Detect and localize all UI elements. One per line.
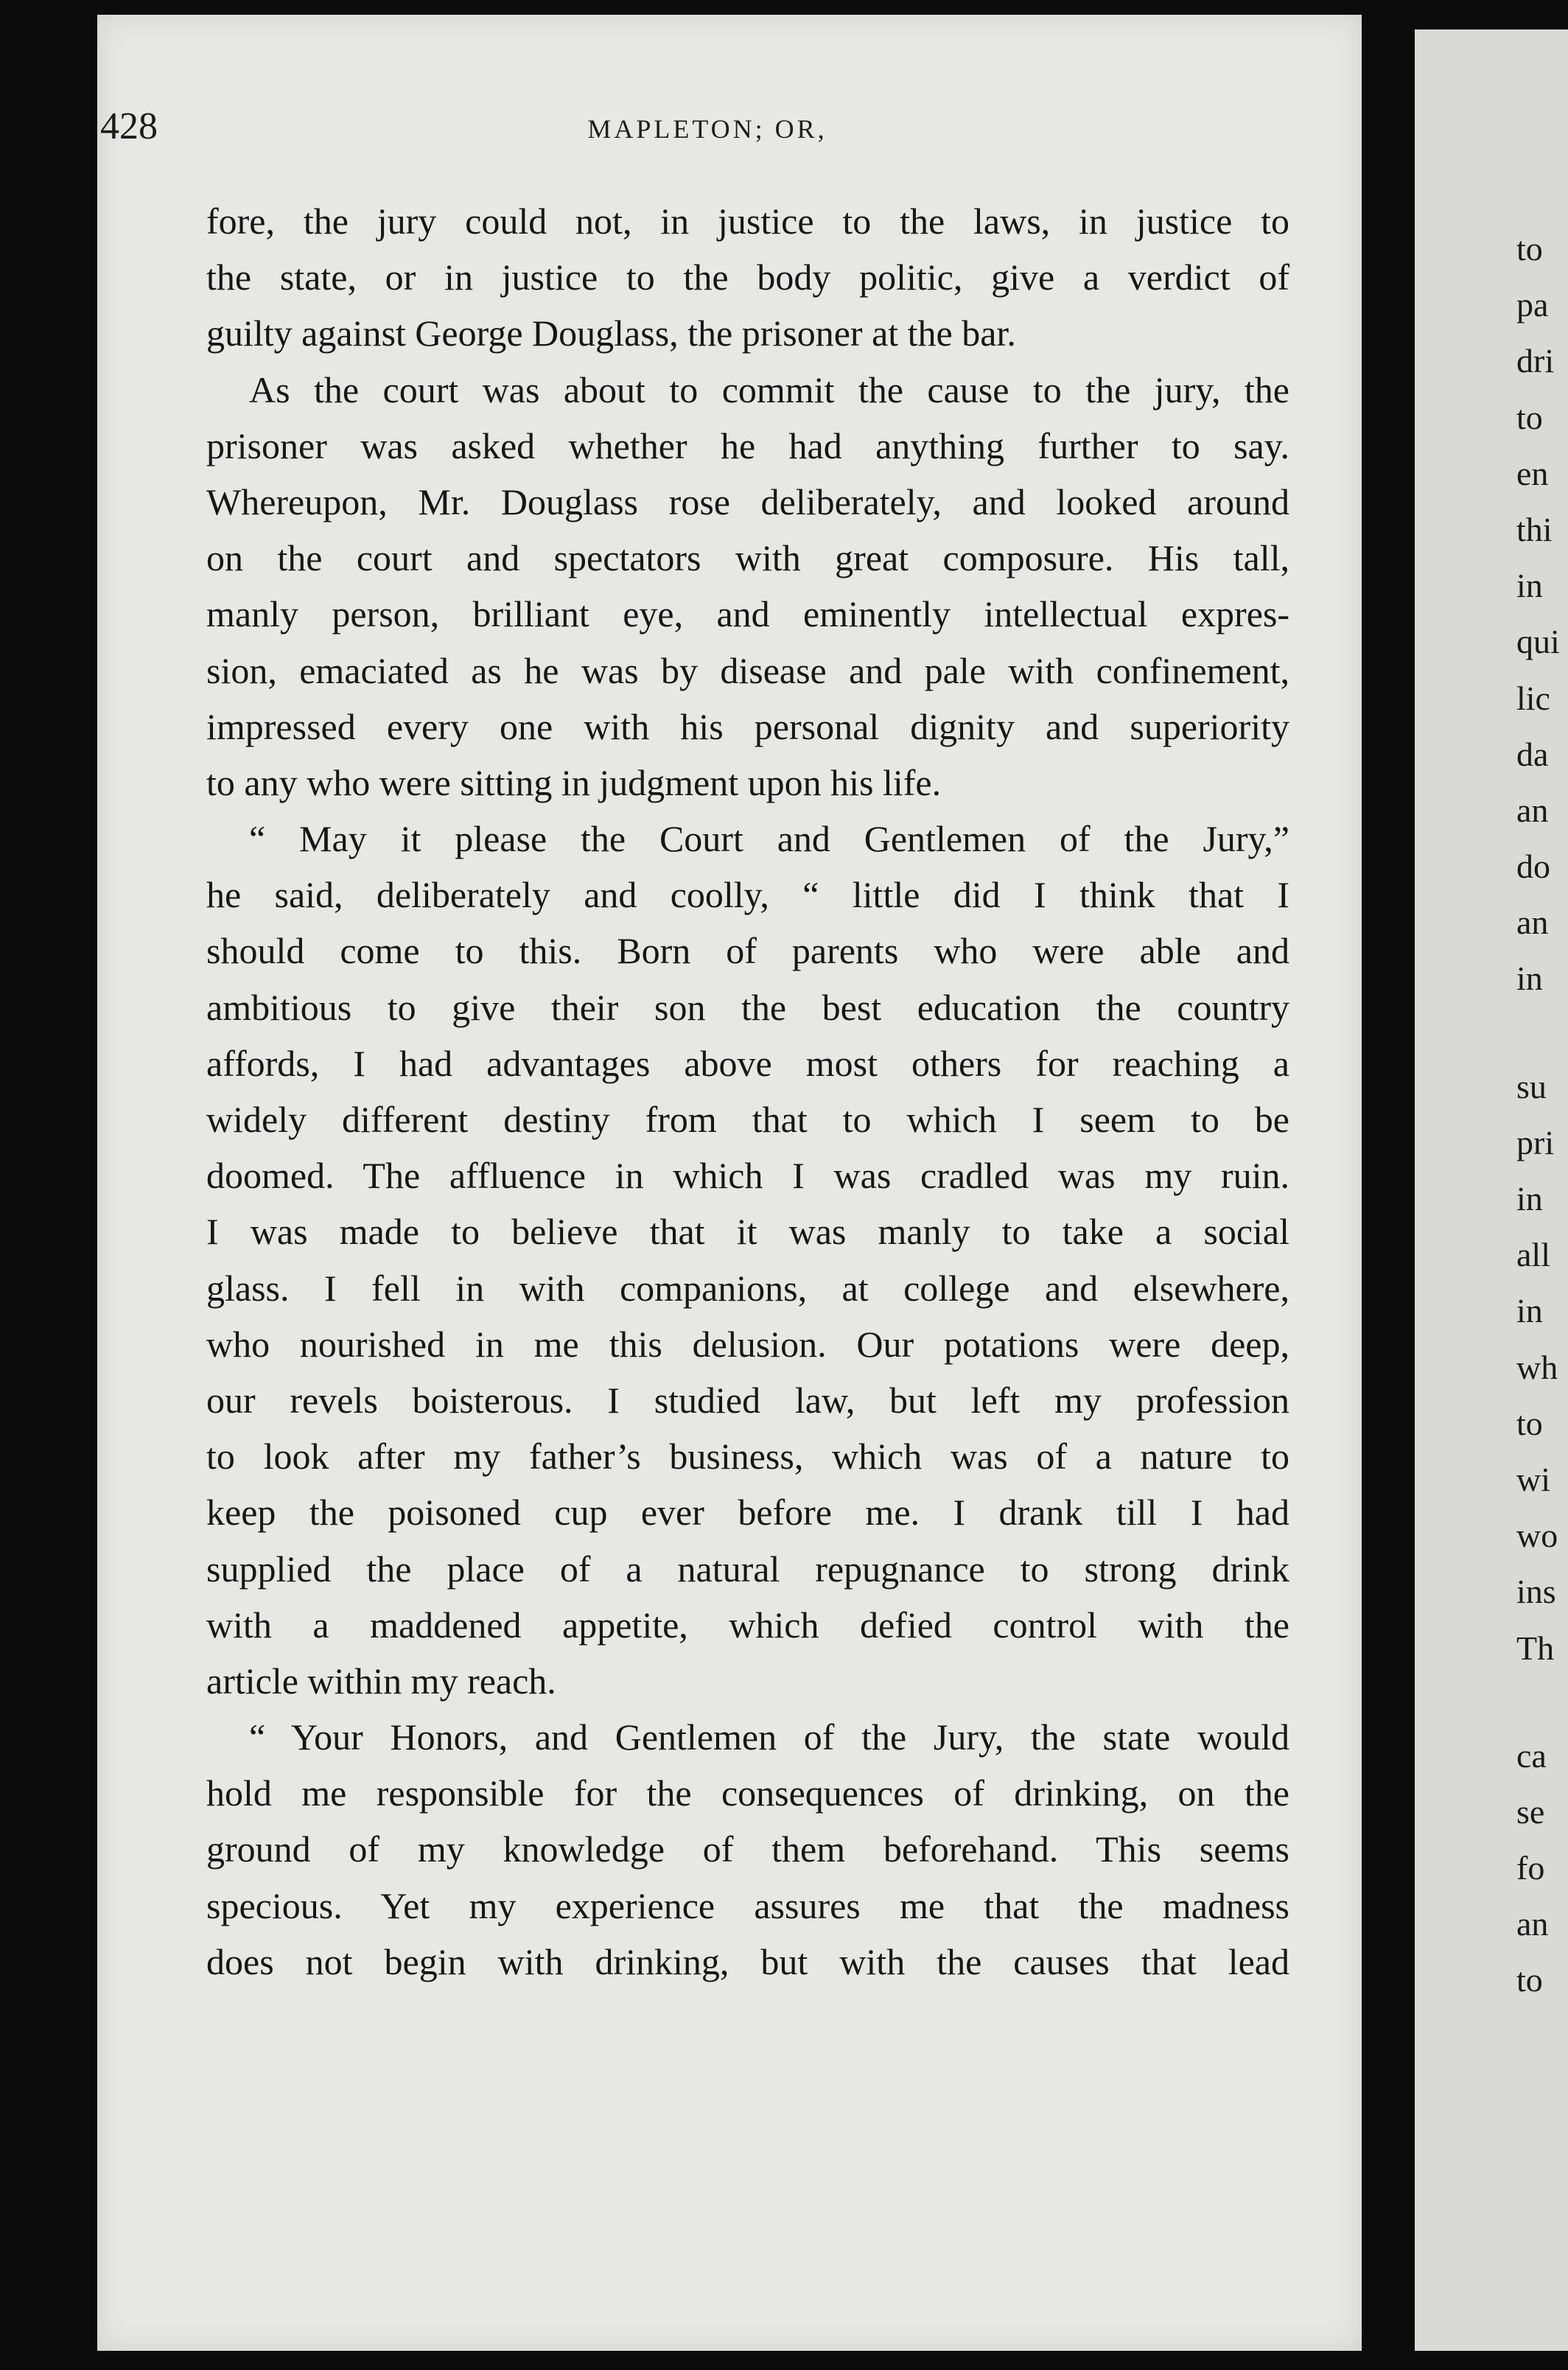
fragment: all (1516, 1236, 1550, 1274)
fragment: qui (1516, 623, 1560, 661)
text-line: “ May it please the Court and Gentlemen of the Jury,” (249, 818, 1289, 860)
fragment: ca (1516, 1736, 1547, 1775)
text-line: with a maddened appetite, which defied control with the (206, 1604, 1289, 1646)
text-line: the state, or in justice to the body politic, give a verdict of (206, 256, 1289, 298)
text-line: to look after my father’s business, which was of a nature to (206, 1436, 1289, 1478)
text-line: glass. I fell in with companions, at college and elsewhere, (206, 1267, 1289, 1309)
text-line: Whereupon, Mr. Douglass rose deliberately, and looked around (206, 480, 1289, 522)
text-line: who nourished in me this delusion. Our potations were deep, (206, 1323, 1289, 1365)
fragment: wo (1516, 1517, 1558, 1555)
fragment: dri (1516, 342, 1555, 380)
fragment: da (1516, 735, 1549, 773)
fragment: to (1516, 1961, 1543, 1999)
facing-page-fragments (1516, 221, 1568, 2009)
body-text (206, 193, 1289, 1990)
text-line: article within my reach. (206, 1660, 556, 1702)
text-line: impressed every one with his personal dignity and superiority (206, 705, 1289, 747)
text-line: ground of my knowledge of them beforehand. This seems (206, 1828, 1289, 1870)
fragment: do (1516, 847, 1550, 886)
text-line: on the court and spectators with great composure. His tall, (206, 537, 1289, 579)
text-line: doomed. The affluence in which I was cradled was my ruin. (206, 1155, 1289, 1197)
fragment: thi (1516, 510, 1553, 548)
text-line: does not begin with drinking, but with the causes that lead (206, 1940, 1289, 1982)
fragment: an (1516, 791, 1549, 829)
text-line: fore, the jury could not, in justice to the laws, in justice to (206, 200, 1289, 242)
fragment: wi (1516, 1460, 1550, 1498)
fragment: in (1516, 567, 1543, 605)
text-line: sion, emaciated as he was by disease and pale with confinement, (206, 649, 1289, 691)
fragment: wh (1516, 1348, 1558, 1386)
fragment: an (1516, 903, 1549, 942)
fragment: lic (1516, 679, 1550, 717)
fragment: in (1516, 959, 1543, 998)
fragment: to (1516, 398, 1543, 436)
fragment: Th (1516, 1629, 1555, 1667)
page-number: 428 (100, 105, 158, 147)
fragment: to (1516, 1404, 1543, 1442)
fragment: se (1516, 1792, 1545, 1831)
text-line: to any who were sitting in judgment upon his life. (206, 761, 942, 803)
fragment: in (1516, 1180, 1543, 1217)
text-line: manly person, brilliant eye, and eminently intellectual expres- (206, 593, 1289, 635)
text-line: keep the poisoned cup ever before me. I drank till I had (206, 1492, 1289, 1534)
text-line: he said, deliberately and coolly, “ little did I think that I (206, 874, 1289, 916)
fragment: in (1516, 1292, 1543, 1330)
fragment: ins (1516, 1573, 1556, 1611)
fragment: en (1516, 454, 1549, 492)
text-line: affords, I had advantages above most others for reaching a (206, 1042, 1289, 1084)
fragment: to (1516, 230, 1543, 268)
text-line: should come to this. Born of parents who were able and (206, 930, 1289, 972)
text-line: our revels boisterous. I studied law, but left my profession (206, 1379, 1289, 1421)
text-line: supplied the place of a natural repugnance to strong drink (206, 1548, 1289, 1590)
text-line: prisoner was asked whether he had anything further to say. (206, 424, 1289, 466)
text-line: hold me responsible for the consequences of drinking, on the (206, 1772, 1289, 1814)
text-line: specious. Yet my experience assures me that the madness (206, 1884, 1289, 1926)
running-head (133, 103, 1282, 162)
fragment: pa (1516, 286, 1549, 324)
text-line: “ Your Honors, and Gentlemen of the Jury, the state would (249, 1716, 1289, 1758)
fragment: fo (1516, 1849, 1545, 1887)
fragment: pri (1516, 1123, 1555, 1161)
text-line: guilty against George Douglass, the prisoner at the bar. (206, 312, 1016, 354)
text-line: As the court was about to commit the cause to the jury, the (249, 368, 1289, 410)
text-line: I was made to believe that it was manly to take a social (206, 1211, 1289, 1253)
text-line: ambitious to give their son the best education the country (206, 986, 1289, 1028)
fragment: an (1516, 1905, 1549, 1943)
running-title: MAPLETON; OR, (587, 114, 827, 144)
fragment: su (1516, 1067, 1547, 1105)
text-line: widely different destiny from that to which I seem to be (206, 1099, 1289, 1140)
